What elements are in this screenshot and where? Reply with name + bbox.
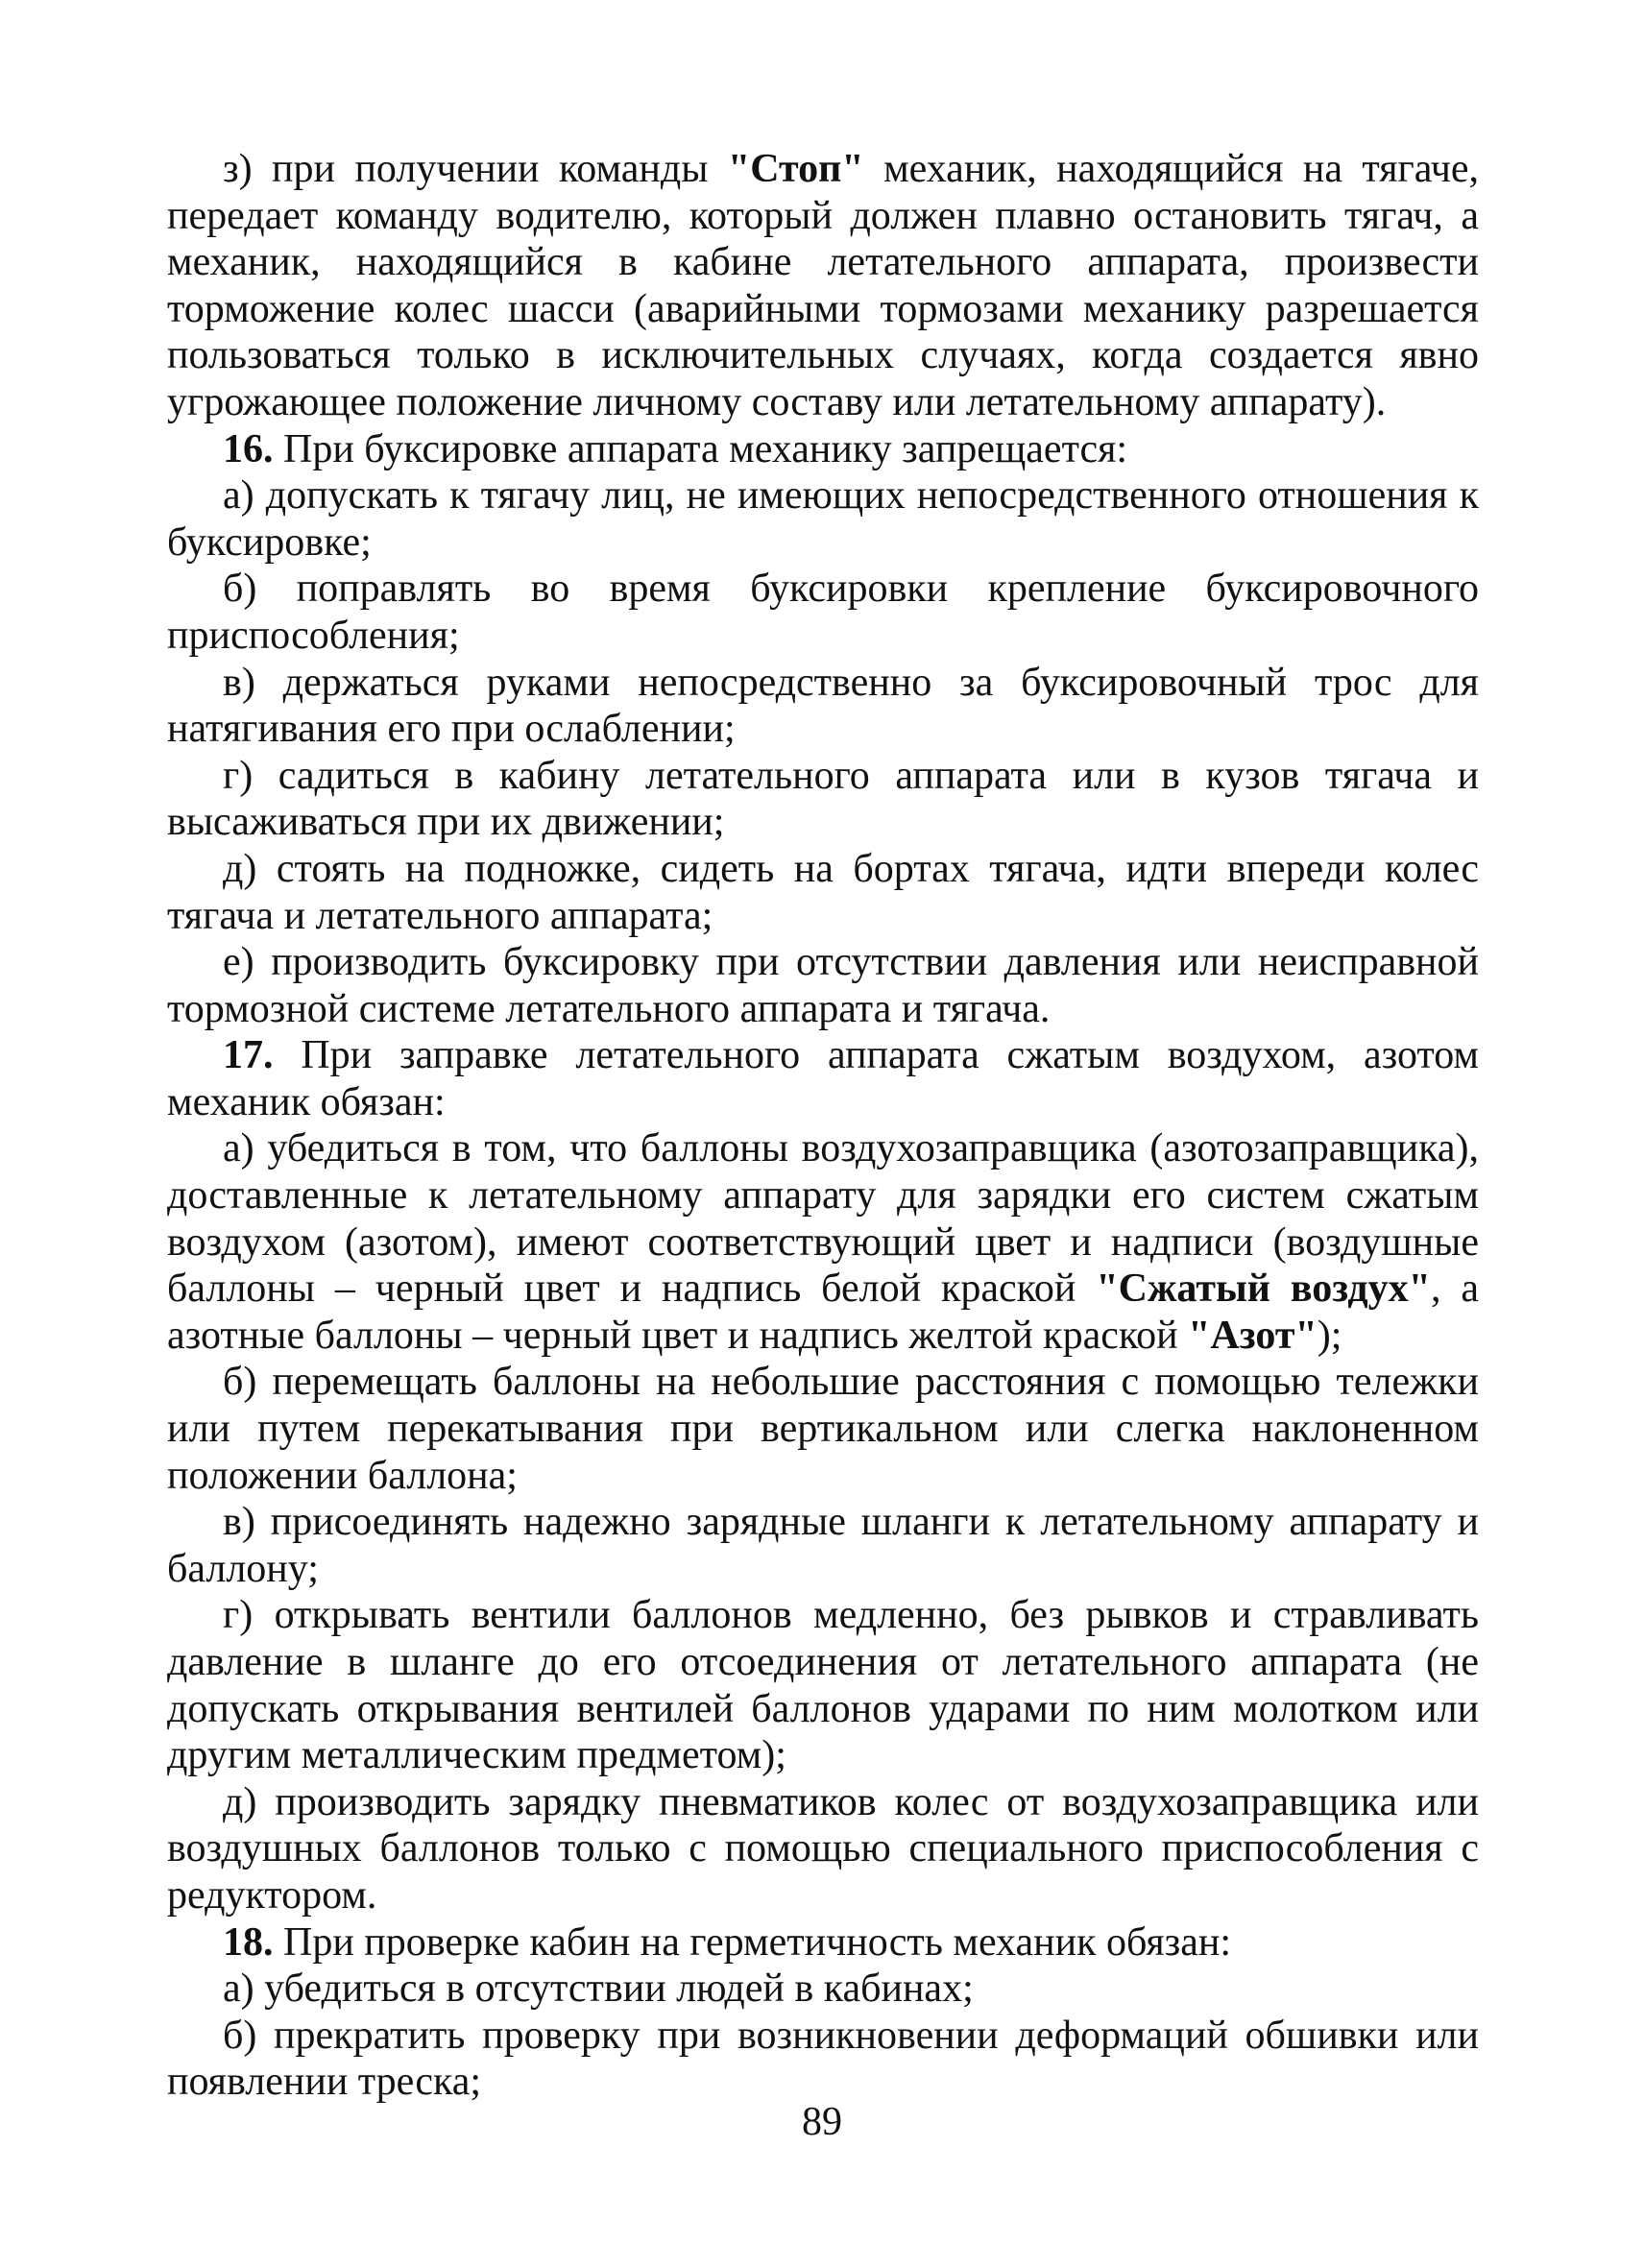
paragraph-p-18a (167, 1966, 1479, 2013)
bold-text: 16. (223, 426, 274, 471)
text-run: д) стоять на подножке, сидеть на бортах тягача, идти впереди колес тягача и летательного аппарата; (167, 846, 1479, 938)
text-run: б) прекратить проверку при возникновении деформаций обшивки или появлении треска; (167, 2013, 1479, 2105)
text-run: г) открывать вентили баллонов медленно, без рывков и стравливать давление в шланге до его отсоединения от летательного аппарата (не допускать открывания вентилей баллонов ударами по ним молотком или другим металлическим предметом); (167, 1593, 1479, 1778)
body-text (167, 146, 1479, 2106)
paragraph-p-16a (167, 472, 1479, 566)
bold-text: 17. (223, 1033, 274, 1078)
text-run: в) присоединять надежно зарядные шланги к летательному аппарату и баллону; (167, 1500, 1479, 1591)
bold-text: "Сжатый воздух" (1096, 1267, 1431, 1312)
text-run: а) убедиться в том, что баллоны воздухозаправщика (азотозаправщика), доставленные к летательному аппарату для зарядки его систем сжатым воздухом (азотом), имеют соответствующий цвет и надписи (воздушные баллоны – черный цвет и надпись белой краской (167, 1126, 1479, 1312)
bold-text: "Стоп" (727, 147, 864, 191)
text-run: б) поправлять во время буксировки крепление буксировочного приспособления; (167, 567, 1479, 658)
paragraph-p-17a (167, 1125, 1479, 1359)
paragraph-p-16 (167, 426, 1479, 473)
text-run: ); (1317, 1313, 1342, 1358)
page-number: 89 (802, 2100, 842, 2144)
text-run: а) убедиться в отсутствии людей в кабинах; (223, 1966, 974, 2012)
paragraph-p-16e (167, 939, 1479, 1032)
paragraph-p-17b (167, 1359, 1479, 1499)
text-run: д) производить зарядку пневматиков колес от воздухозаправщика или воздушных баллонов только с помощью специального приспособления с редуктором. (167, 1779, 1479, 1918)
bold-text: "Азот" (1188, 1313, 1318, 1358)
text-run: з) при получении команды (223, 147, 728, 191)
text-run: , а азотные баллоны – черный цвет и надпись желтой краской (167, 1267, 1479, 1358)
text-run: При заправке летательного аппарата сжатым воздухом, азотом механик обязан: (167, 1033, 1479, 1124)
text-run: При буксировке аппарата механику запрещается: (273, 426, 1128, 471)
paragraph-p-16d (167, 846, 1479, 939)
paragraph-p-z (167, 146, 1479, 426)
text-run: механик, находящийся на тягаче, передает команду водителю, который должен плавно остановить тягач, а механик, находящийся в кабине летательного аппарата, произвести торможение колес шасси (аварийными тормозами механику разрешается пользоваться только в исключительных случаях, когда создается явно угрожающее положение личному составу или летательному аппарату). (167, 147, 1479, 424)
paragraph-p-18b (167, 2013, 1479, 2106)
paragraph-p-16g (167, 753, 1479, 846)
paragraph-p-16v (167, 660, 1479, 753)
text-run: е) производить буксировку при отсутствии давления или неисправной тормозной системе летательного аппарата и тягача. (167, 940, 1479, 1031)
text-run: в) держаться руками непосредственно за буксировочный трос для натягивания его при ослаблении; (167, 660, 1479, 752)
paragraph-p-17g (167, 1592, 1479, 1778)
bold-text: 18. (223, 1919, 274, 1965)
paragraph-p-18 (167, 1919, 1479, 1966)
text-run: а) допускать к тягачу лиц, не имеющих непосредственного отношения к буксировке; (167, 473, 1479, 565)
paragraph-p-17d (167, 1779, 1479, 1919)
text-run: г) садиться в кабину летательного аппарата или в кузов тягача и высаживаться при их движении; (167, 753, 1479, 845)
text-run: При проверке кабин на герметичность механик обязан: (273, 1919, 1232, 1965)
paragraph-p-17 (167, 1032, 1479, 1125)
paragraph-p-17v (167, 1499, 1479, 1592)
paragraph-p-16b (167, 566, 1479, 659)
text-run: б) перемещать баллоны на небольшие расстояния с помощью тележки или путем перекатывания при вертикальном или слегка наклоненном положении баллона; (167, 1360, 1479, 1498)
